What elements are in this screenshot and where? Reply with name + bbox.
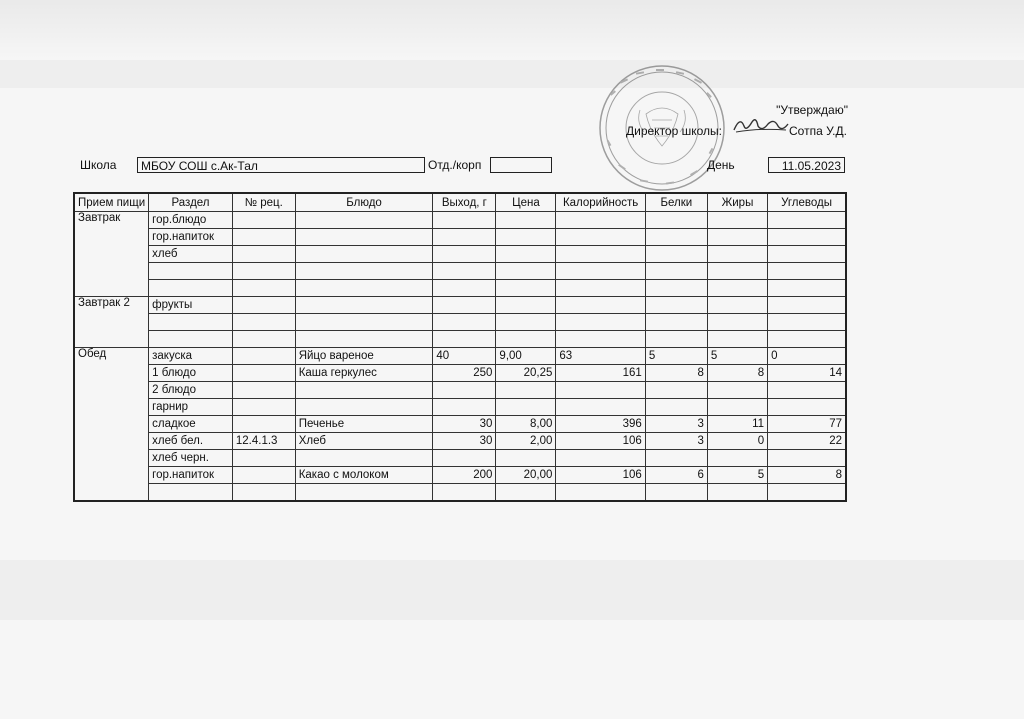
output-cell: 250	[433, 365, 496, 382]
recipe-number-cell	[232, 484, 295, 502]
section-cell: хлеб бел.	[149, 433, 233, 450]
recipe-number-cell	[232, 314, 295, 331]
section-cell: гор.напиток	[149, 229, 233, 246]
dish-cell	[295, 484, 433, 502]
output-cell	[433, 331, 496, 348]
calories-cell	[556, 382, 645, 399]
dish-cell	[295, 382, 433, 399]
meal-name: Завтрак 2	[74, 297, 149, 348]
table-row	[74, 433, 846, 450]
table-row	[74, 365, 846, 382]
dish-cell: Каша геркулес	[295, 365, 433, 382]
output-cell: 40	[433, 348, 496, 365]
output-cell	[433, 246, 496, 263]
recipe-number-cell	[232, 280, 295, 297]
calories-cell: 161	[556, 365, 645, 382]
dish-cell	[295, 212, 433, 229]
col-header: Белки	[645, 193, 707, 212]
output-cell	[433, 212, 496, 229]
section-cell: хлеб черн.	[149, 450, 233, 467]
director-label: Директор школы:	[626, 124, 722, 138]
table-row	[74, 314, 846, 331]
table-row	[74, 229, 846, 246]
protein-cell	[645, 229, 707, 246]
table-header-row	[74, 193, 846, 212]
dish-cell	[295, 450, 433, 467]
price-cell: 20,25	[496, 365, 556, 382]
protein-cell	[645, 280, 707, 297]
recipe-number-cell: 12.4.1.3	[232, 433, 295, 450]
fat-cell: 5	[707, 348, 767, 365]
dish-cell	[295, 246, 433, 263]
carbs-cell	[768, 263, 846, 280]
school-field[interactable]: МБОУ СОШ с.Ак-Тал	[137, 157, 425, 173]
protein-cell	[645, 263, 707, 280]
director-name: Сотпа У.Д.	[789, 124, 847, 138]
fat-cell	[707, 314, 767, 331]
carbs-cell	[768, 382, 846, 399]
output-cell	[433, 314, 496, 331]
col-header: Калорийность	[556, 193, 645, 212]
protein-cell	[645, 331, 707, 348]
carbs-cell	[768, 399, 846, 416]
price-cell: 2,00	[496, 433, 556, 450]
section-cell: 1 блюдо	[149, 365, 233, 382]
recipe-number-cell	[232, 365, 295, 382]
carbs-cell	[768, 314, 846, 331]
protein-cell	[645, 314, 707, 331]
calories-cell: 106	[556, 433, 645, 450]
calories-cell: 396	[556, 416, 645, 433]
calories-cell	[556, 484, 645, 502]
carbs-cell	[768, 331, 846, 348]
carbs-cell	[768, 229, 846, 246]
approval-heading: "Утверждаю"	[776, 103, 848, 117]
dish-cell	[295, 229, 433, 246]
carbs-cell: 8	[768, 467, 846, 484]
recipe-number-cell	[232, 246, 295, 263]
price-cell	[496, 484, 556, 502]
protein-cell	[645, 382, 707, 399]
dish-cell: Яйцо вареное	[295, 348, 433, 365]
section-cell: фрукты	[149, 297, 233, 314]
fat-cell	[707, 297, 767, 314]
recipe-number-cell	[232, 297, 295, 314]
protein-cell	[645, 484, 707, 502]
fat-cell: 8	[707, 365, 767, 382]
price-cell: 9,00	[496, 348, 556, 365]
fat-cell	[707, 280, 767, 297]
calories-cell	[556, 297, 645, 314]
section-cell: хлеб	[149, 246, 233, 263]
recipe-number-cell	[232, 399, 295, 416]
calories-cell	[556, 399, 645, 416]
price-cell	[496, 212, 556, 229]
col-header: Жиры	[707, 193, 767, 212]
meal-name: Завтрак	[74, 212, 149, 297]
dish-cell: Печенье	[295, 416, 433, 433]
table-row	[74, 212, 846, 229]
section-cell: 2 блюдо	[149, 382, 233, 399]
dish-cell	[295, 263, 433, 280]
fat-cell	[707, 484, 767, 502]
school-label: Школа	[80, 158, 117, 172]
dish-cell: Хлеб	[295, 433, 433, 450]
fat-cell	[707, 331, 767, 348]
section-cell: гор.напиток	[149, 467, 233, 484]
fat-cell	[707, 263, 767, 280]
col-header: Прием пищи	[74, 193, 149, 212]
col-header: Углеводы	[768, 193, 846, 212]
output-cell	[433, 297, 496, 314]
dish-cell	[295, 331, 433, 348]
section-cell	[149, 484, 233, 502]
section-cell: закуска	[149, 348, 233, 365]
section-cell	[149, 263, 233, 280]
table-row	[74, 263, 846, 280]
price-cell	[496, 399, 556, 416]
price-cell	[496, 280, 556, 297]
section-cell: сладкое	[149, 416, 233, 433]
dish-cell	[295, 280, 433, 297]
price-cell	[496, 450, 556, 467]
carbs-cell: 0	[768, 348, 846, 365]
dish-cell	[295, 399, 433, 416]
protein-cell	[645, 450, 707, 467]
fat-cell	[707, 450, 767, 467]
recipe-number-cell	[232, 212, 295, 229]
table-row	[74, 331, 846, 348]
day-label: День	[707, 158, 735, 172]
menu-table	[73, 192, 847, 502]
carbs-cell	[768, 484, 846, 502]
section-cell: гарнир	[149, 399, 233, 416]
dish-cell: Какао с молоком	[295, 467, 433, 484]
carbs-cell: 14	[768, 365, 846, 382]
output-cell	[433, 382, 496, 399]
output-cell	[433, 280, 496, 297]
section-cell: гор.блюдо	[149, 212, 233, 229]
table-row	[74, 416, 846, 433]
price-cell	[496, 246, 556, 263]
fat-cell	[707, 229, 767, 246]
fat-cell	[707, 382, 767, 399]
calories-cell	[556, 229, 645, 246]
price-cell	[496, 382, 556, 399]
scan-artifact	[0, 60, 1024, 88]
col-header: Блюдо	[295, 193, 433, 212]
calories-cell	[556, 263, 645, 280]
carbs-cell: 22	[768, 433, 846, 450]
fat-cell	[707, 246, 767, 263]
dish-cell	[295, 314, 433, 331]
protein-cell	[645, 297, 707, 314]
carbs-cell: 77	[768, 416, 846, 433]
table-row	[74, 348, 846, 365]
section-cell	[149, 314, 233, 331]
protein-cell	[645, 246, 707, 263]
dish-cell	[295, 297, 433, 314]
menu-table-body	[74, 212, 846, 502]
fat-cell	[707, 399, 767, 416]
output-cell: 30	[433, 416, 496, 433]
output-cell	[433, 450, 496, 467]
col-header: Выход, г	[433, 193, 496, 212]
calories-cell	[556, 212, 645, 229]
recipe-number-cell	[232, 467, 295, 484]
table-row	[74, 280, 846, 297]
protein-cell: 5	[645, 348, 707, 365]
calories-cell	[556, 246, 645, 263]
scan-artifact	[0, 560, 1024, 620]
fat-cell: 5	[707, 467, 767, 484]
meal-name: Обед	[74, 348, 149, 502]
protein-cell	[645, 399, 707, 416]
calories-cell: 106	[556, 467, 645, 484]
recipe-number-cell	[232, 348, 295, 365]
fat-cell: 11	[707, 416, 767, 433]
price-cell: 20,00	[496, 467, 556, 484]
carbs-cell	[768, 212, 846, 229]
recipe-number-cell	[232, 416, 295, 433]
price-cell	[496, 229, 556, 246]
output-cell	[433, 229, 496, 246]
carbs-cell	[768, 246, 846, 263]
output-cell	[433, 399, 496, 416]
table-row	[74, 297, 846, 314]
table-row	[74, 246, 846, 263]
dept-field[interactable]	[490, 157, 552, 173]
table-row	[74, 450, 846, 467]
output-cell: 200	[433, 467, 496, 484]
fat-cell	[707, 212, 767, 229]
protein-cell	[645, 212, 707, 229]
table-row	[74, 467, 846, 484]
carbs-cell	[768, 297, 846, 314]
protein-cell: 3	[645, 416, 707, 433]
col-header: № рец.	[232, 193, 295, 212]
recipe-number-cell	[232, 263, 295, 280]
dept-label: Отд./корп	[428, 158, 482, 172]
section-cell	[149, 280, 233, 297]
recipe-number-cell	[232, 229, 295, 246]
protein-cell: 6	[645, 467, 707, 484]
price-cell	[496, 331, 556, 348]
protein-cell: 3	[645, 433, 707, 450]
price-cell	[496, 314, 556, 331]
section-cell	[149, 331, 233, 348]
calories-cell: 63	[556, 348, 645, 365]
col-header: Цена	[496, 193, 556, 212]
price-cell	[496, 263, 556, 280]
table-row	[74, 399, 846, 416]
output-cell	[433, 263, 496, 280]
output-cell	[433, 484, 496, 502]
price-cell	[496, 297, 556, 314]
output-cell: 30	[433, 433, 496, 450]
col-header: Раздел	[149, 193, 233, 212]
fat-cell: 0	[707, 433, 767, 450]
calories-cell	[556, 450, 645, 467]
table-row	[74, 484, 846, 502]
recipe-number-cell	[232, 450, 295, 467]
protein-cell: 8	[645, 365, 707, 382]
calories-cell	[556, 331, 645, 348]
table-row	[74, 382, 846, 399]
day-field[interactable]: 11.05.2023	[768, 157, 845, 173]
calories-cell	[556, 314, 645, 331]
recipe-number-cell	[232, 331, 295, 348]
carbs-cell	[768, 450, 846, 467]
calories-cell	[556, 280, 645, 297]
price-cell: 8,00	[496, 416, 556, 433]
recipe-number-cell	[232, 382, 295, 399]
carbs-cell	[768, 280, 846, 297]
